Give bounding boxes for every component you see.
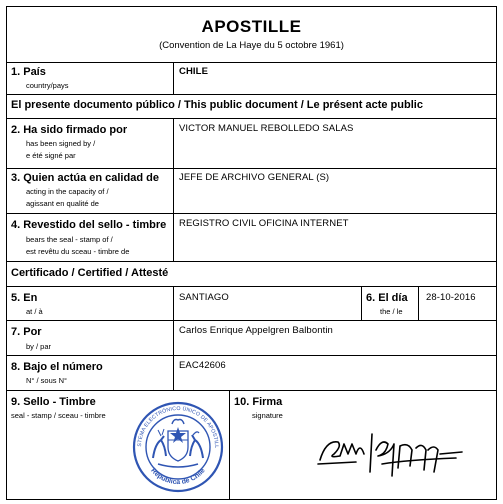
date-label: 6. El día [366,292,408,304]
capacity-sublabel: acting in the capacity of / [26,187,109,196]
number-value: EAC42606 [179,360,226,371]
place-sublabel: at / à [26,307,43,316]
convention-subtitle: (Convention de La Haye du 5 octobre 1961) [159,40,344,51]
capacity-label: 3. Quien actúa en calidad de [11,172,159,184]
divider [6,390,497,391]
by-value: Carlos Enrique Appelgren Balbontin [179,325,333,336]
divider [6,168,497,169]
divider [6,62,497,63]
by-sublabel: by / par [26,342,52,351]
signed-by-sublabel: e été signé par [26,151,76,160]
country-sublabel: country/pays [26,81,69,90]
svg-text:República de Chile: República de Chile [149,467,207,487]
document-title: APOSTILLE [201,17,302,36]
seal-of-value: REGISTRO CIVIL OFICINA INTERNET [179,218,349,229]
country-label: 1. País [11,66,46,78]
number-label: 8. Bajo el número [11,361,103,373]
place-label: 5. En [11,292,38,304]
date-value: 28-10-2016 [426,292,476,303]
certified-heading: Certificado / Certified / Attesté [11,267,169,279]
stamp-sublabel: seal - stamp / sceau - timbre [11,411,106,420]
by-label: 7. Por [11,326,42,338]
stamp-label: 9. Sello - Timbre [11,396,96,408]
signature-label: 10. Firma [234,396,283,408]
official-seal-stamp [131,400,225,494]
divider [6,118,497,119]
divider [173,286,174,390]
seal-of-sublabel: est revêtu du sceau - timbre de [26,247,130,256]
divider [6,261,497,262]
divider [6,213,497,214]
capacity-sublabel: agissant en qualité de [26,199,99,208]
handwritten-signature [316,420,466,486]
public-document-heading: El presente documento público / This public document / Le présent acte public [11,99,423,111]
country-value: CHILE [179,66,208,77]
seal-of-sublabel: bears the seal - stamp of / [26,235,113,244]
svg-text:SISTEMA ELECTRÓNICO ÚNICO DE A: STEMA ELECTRÓNICO ÚNICO DE APOSTILL [136,405,220,449]
divider [6,355,497,356]
number-sublabel: N° / sous N° [26,376,68,385]
seal-of-label: 4. Revestido del sello - timbre [11,219,167,231]
divider [173,118,174,261]
divider [229,390,230,500]
divider [6,286,497,287]
date-sublabel: the / le [380,307,403,316]
signed-by-sublabel: has been signed by / [26,139,96,148]
signed-by-label: 2. Ha sido firmado por [11,124,128,136]
signature-sublabel: signature [252,411,283,420]
divider [361,286,362,320]
divider [6,320,497,321]
divider [418,286,419,320]
place-value: SANTIAGO [179,292,229,303]
divider [6,94,497,95]
divider [173,62,174,94]
signed-by-value: VICTOR MANUEL REBOLLEDO SALAS [179,123,354,134]
capacity-value: JEFE DE ARCHIVO GENERAL (S) [179,172,330,183]
